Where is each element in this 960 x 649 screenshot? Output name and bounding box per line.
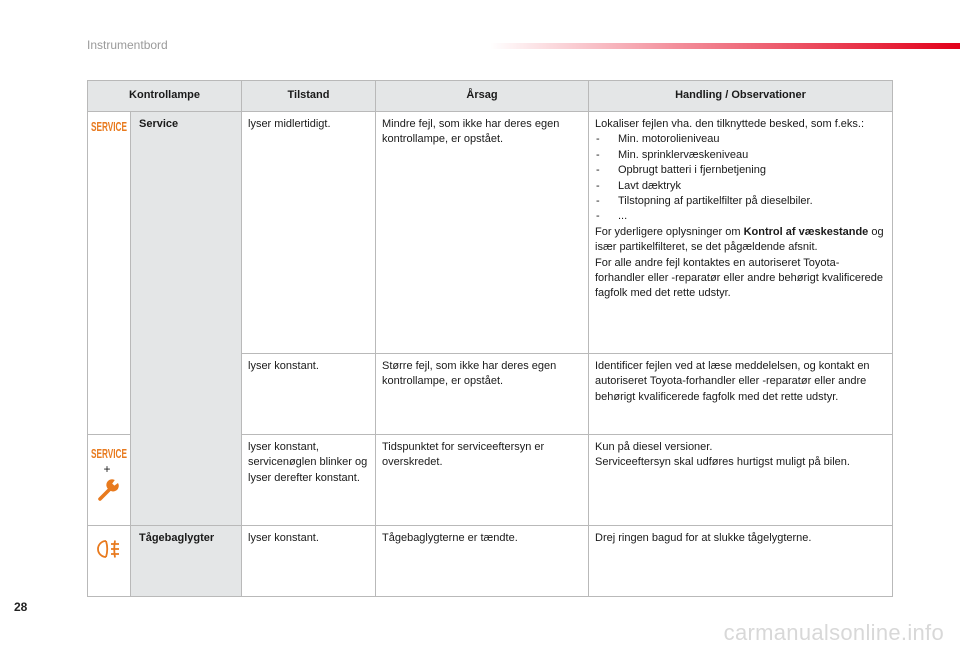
- fault-list: [595, 132, 886, 224]
- list-item: - ...: [595, 209, 886, 224]
- list-item: - Min. motorolieniveau: [595, 132, 886, 147]
- table-header-row: [88, 81, 893, 112]
- section-title: Instrumentbord: [87, 38, 168, 52]
- column-header-condition: Tilstand: [242, 81, 376, 112]
- cause-cell: Tågebaglygterne er tændte.: [376, 526, 589, 597]
- column-header-action: Handling / Observationer: [589, 81, 893, 112]
- list-item: - Min. sprinklervæskeniveau: [595, 148, 886, 163]
- cause-cell: Tidspunktet for serviceeftersyn er overskredet.: [376, 435, 589, 526]
- condition-cell: lyser konstant.: [242, 354, 376, 435]
- action-more-info: For yderligere oplysninger om Kontrol af væskestande og især partikelfilteret, se det pågældende afsnit.: [595, 225, 884, 254]
- list-item: - Opbrugt batteri i fjernbetjening: [595, 163, 886, 178]
- condition-cell: lyser konstant.: [242, 526, 376, 597]
- action-other-faults: For alle andre fejl kontaktes en autoriseret Toyota-forhandler eller -reparatør eller andre behørigt kvalificerede fagfolk med det rette udstyr.: [595, 256, 883, 300]
- cross-reference: Kontrol af væskestande: [743, 225, 869, 238]
- header-accent-bar: [490, 43, 960, 49]
- service-warning-icon: [90, 445, 128, 461]
- watermark: carmanualsonline.info: [723, 620, 944, 645]
- rear-fog-lamp-icon: [96, 538, 122, 560]
- action-intro: Lokaliser fejlen vha. den tilknyttede besked, som f.eks.:: [595, 118, 865, 130]
- action-cell: Identificer fejlen ved at læse meddelelsen, og kontakt en autoriseret Toyota-forhandler eller -reparatør eller andre behørigt kvalificerede fagfolk med det rette udstyr.: [589, 354, 893, 435]
- svg-text:SERVICE: SERVICE: [91, 120, 127, 134]
- column-header-cause: Årsag: [376, 81, 589, 112]
- wrench-icon: [96, 477, 122, 503]
- column-header-lamp: Kontrollampe: [88, 81, 242, 112]
- cause-cell: Mindre fejl, som ikke har deres egen kontrollampe, er opstået.: [376, 112, 589, 354]
- service-icon-cell: [88, 112, 131, 435]
- warning-lamp-table: [87, 80, 893, 597]
- fog-icon-cell: [88, 526, 131, 597]
- service-warning-icon: [90, 118, 128, 134]
- list-item: - Tilstopning af partikelfilter på dieselbiler.: [595, 194, 886, 209]
- lamp-name-service: Service: [131, 112, 242, 526]
- condition-cell: lyser konstant, servicenøglen blinker og lyser derefter konstant.: [242, 435, 376, 526]
- action-cell: Kun på diesel versioner. Serviceeftersyn skal udføres hurtigst muligt på bilen.: [589, 435, 893, 526]
- page-number: 28: [14, 600, 28, 614]
- cause-cell: Større fejl, som ikke har deres egen kontrollampe, er opstået.: [376, 354, 589, 435]
- lamp-name-fog: Tågebaglygter: [131, 526, 242, 597]
- action-cell: [589, 112, 893, 354]
- table-row: [88, 526, 893, 597]
- service-wrench-icon-cell: [88, 435, 131, 526]
- plus-sign: +: [103, 462, 111, 476]
- table-row: [88, 112, 893, 354]
- svg-text:SERVICE: SERVICE: [91, 447, 127, 461]
- action-cell: Drej ringen bagud for at slukke tågelygterne.: [589, 526, 893, 597]
- list-item: - Lavt dæktryk: [595, 179, 886, 194]
- condition-cell: lyser midlertidigt.: [242, 112, 376, 354]
